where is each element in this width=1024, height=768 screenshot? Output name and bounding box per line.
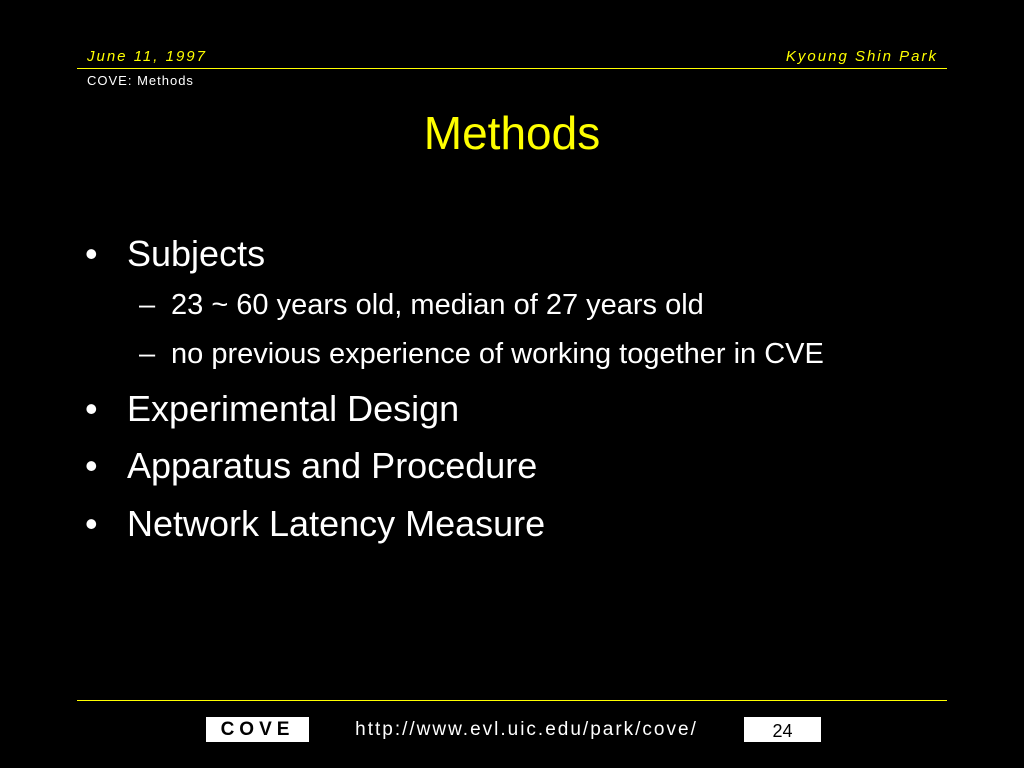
bullet-marker: • xyxy=(85,445,98,486)
header-subtitle: COVE: Methods xyxy=(87,73,194,88)
bullet-text: Experimental Design xyxy=(127,388,460,429)
subbullet-text: 23 ~ 60 years old, median of 27 years old xyxy=(171,289,704,321)
subbullet-marker: – xyxy=(139,289,156,321)
bullet-marker: • xyxy=(85,388,98,429)
footer-rule xyxy=(77,700,947,701)
subbullet-age-range xyxy=(139,289,704,321)
bullet-network-latency xyxy=(85,504,545,544)
bullet-experimental-design xyxy=(85,389,459,429)
bullet-text: Subjects xyxy=(127,233,266,274)
header-date: June 11, 1997 xyxy=(87,48,207,65)
bullet-text: Apparatus and Procedure xyxy=(127,445,538,486)
slide-title: Methods xyxy=(423,107,601,159)
footer-url: http://www.evl.uic.edu/park/cove/ xyxy=(309,717,744,742)
bullet-marker: • xyxy=(85,503,98,544)
bullet-subjects xyxy=(85,234,265,274)
footer-brand: COVE xyxy=(206,717,309,742)
header-rule xyxy=(77,68,947,69)
header-author: Kyoung Shin Park xyxy=(785,48,938,65)
bullet-marker: • xyxy=(85,233,98,274)
page-number: 24 xyxy=(744,717,821,742)
subbullet-experience xyxy=(139,338,824,370)
subbullet-marker: – xyxy=(139,338,156,370)
bullet-apparatus xyxy=(85,446,537,486)
bullet-text: Network Latency Measure xyxy=(127,503,546,544)
subbullet-text: no previous experience of working together in CVE xyxy=(171,338,824,370)
